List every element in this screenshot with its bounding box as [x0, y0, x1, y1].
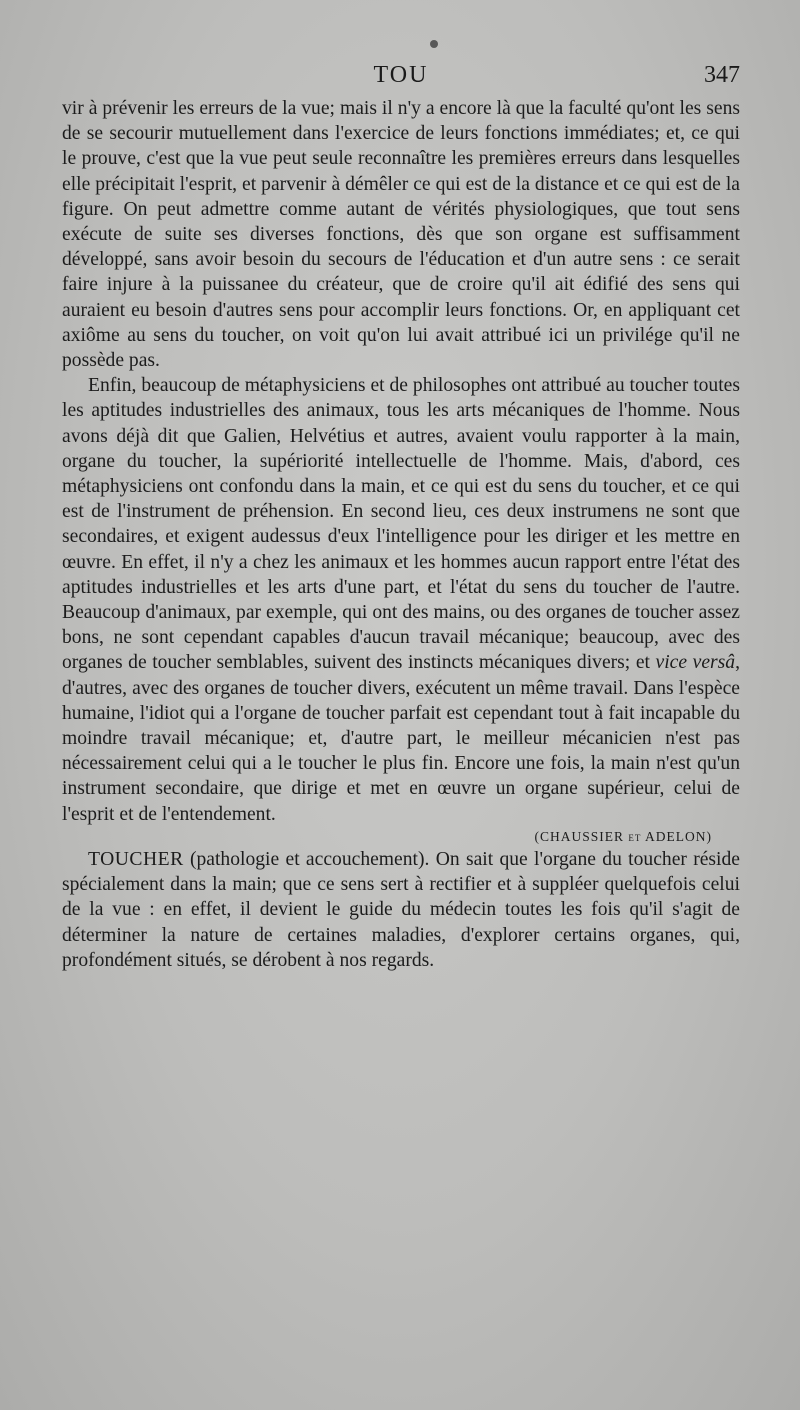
- paragraph-2-part-a: Enfin, beaucoup de métaphysiciens et de philosophes ont attribué au toucher toutes les aptitudes industrielles des animaux, tous les arts mécaniques de l'homme. Nous avons déjà dit que Galien, Helvétius et autres, avaient voulu rapporter à la main, organe du toucher, la supériorité intellectuelle de l'homme. Mais, d'abord, ces métaphysiciens ont confondu dans la main, et ce qui est du sens du toucher, et ce qui est de l'instrument de préhension. En second lieu, ces deux instrumens ne sont que secondaires, et exigent audessus d'eux l'intelligence pour les diriger et les mettre en œuvre. En effet, il n'y a chez les animaux et les hommes aucun rapport entre l'état des aptitudes industrielles et les arts d'une part, et l'état du sens du toucher de l'autre. Beaucoup d'animaux, par exemple, qui ont des mains, ou des organes de toucher assez bons, ne sont cependant capables d'aucun travail mécanique; beaucoup, avec des organes de toucher semblables, suivent des instincts mécaniques divers; et: [62, 375, 740, 674]
- paragraph-2: [62, 373, 740, 827]
- page-header: [62, 58, 740, 94]
- paragraph-2-italic: vice versâ: [655, 652, 736, 674]
- paragraph-2-part-b: , d'autres, avec des organes de toucher divers, exécutent un même travail. Dans l'espèce humaine, l'idiot qui a l'organe de toucher parfait est cependant tout à fait incapable du moindre travail mécanique; et, d'autre part, le meilleur mécanicien n'est pas nécessairement celui qui a le toucher le plus fin. Encore une fois, la main n'est qu'un instrument secondaire, que dirige et met en œuvre un organe supérieur, celui de l'esprit et de l'entendement.: [62, 652, 741, 825]
- entry-head: TOUCHER: [88, 848, 184, 870]
- page-number: 347: [704, 62, 740, 88]
- running-head: TOU: [373, 62, 429, 88]
- body-text: [62, 96, 740, 973]
- entry-toucher: [62, 847, 740, 973]
- ink-dot: [430, 40, 438, 48]
- paragraph-1: vir à prévenir les erreurs de la vue; mais il n'y a encore là que la faculté qu'ont les sens de se secourir mutuellement dans l'exercice de leurs fonctions immédiates; et, ce qui le prouve, c'est que la vue peut seule reconnaître les premières erreurs dans lesquelles elle précipitait l'esprit, et parvenir à démêler ce qui est de la distance et ce qui est de la figure. On peut admettre comme autant de vérités physiologiques, que tout sens exécute de suite ses diverses fonctions, dès que son organe est suffisamment développé, sans avoir besoin du secours de l'éducation et d'un autre sens : ce serait faire injure à la puissanee du créateur, que de croire qu'il ait édifié des sens qui auraient eu besoin d'autres sens pour accomplir leurs fonctions. Or, en appliquant cet axiôme au sens du toucher, on voit qu'on lui avait attribué ici un privilége qu'il ne possède pas.: [62, 98, 740, 372]
- attribution: (CHAUSSIER et ADELON): [534, 828, 712, 844]
- entry-text: (pathologie et accouchement). On sait que l'organe du toucher réside spécialement dans la main; que ce sens sert à rectifier et à suppléer quelquefois celui de la vue : en effet, il devient le guide du médecin toutes les fois qu'il s'agit de déterminer la nature de certaines maladies, d'explorer certains organes, qui, profondément situés, se dérobent à nos regards.: [62, 848, 740, 971]
